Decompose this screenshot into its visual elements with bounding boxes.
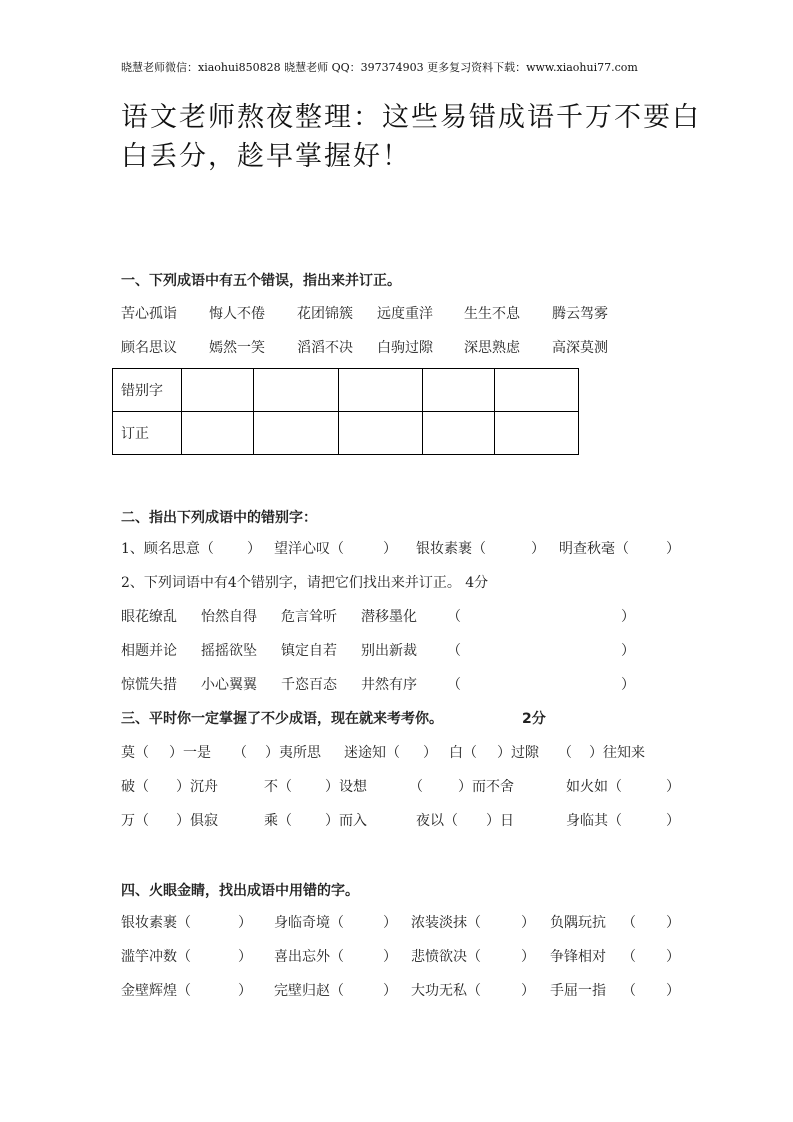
fill-text: ）俱寂 — [176, 813, 218, 829]
idiom: 悔人不倦 — [209, 306, 265, 322]
idiom: 潜移墨化 — [361, 609, 417, 625]
idiom: 井然有序 — [361, 677, 417, 693]
idiom-blank-open: 1、顾名思意（ — [121, 541, 214, 557]
idiom: 相题并论 — [121, 643, 177, 659]
blank-open: （ — [447, 677, 461, 693]
answer-cell[interactable] — [339, 369, 423, 412]
answer-cell[interactable] — [254, 369, 339, 412]
blank-open: （ — [622, 915, 636, 931]
fill-text: ）过隙 — [497, 745, 539, 761]
fill-text: 莫（ — [121, 745, 149, 761]
idiom: 远度重洋 — [377, 306, 433, 322]
page-title — [121, 98, 701, 176]
table-label-wrong: 错别字 — [113, 369, 182, 412]
idiom-blank-open: 浓装淡抹（ — [411, 915, 481, 931]
answer-cell[interactable] — [339, 412, 423, 455]
fill-text: （ — [409, 779, 423, 795]
title-line-2: 白丢分，趁早掌握好！ — [121, 141, 411, 172]
blank-close: ） — [666, 915, 680, 931]
idiom-blank-open: 大功无私（ — [411, 983, 481, 999]
answer-cell[interactable] — [423, 412, 495, 455]
idiom-blank-open: 喜出忘外（ — [274, 949, 344, 965]
idiom: 花团锦簇 — [297, 306, 353, 322]
answer-cell[interactable] — [495, 412, 579, 455]
idiom-blank-open: 滥竽冲数（ — [121, 949, 191, 965]
table-row — [113, 412, 579, 455]
blank-close: ） — [383, 983, 397, 999]
question-text: 2、下列词语中有4个错别字，请把它们找出来并订正。 4分 — [121, 575, 489, 591]
blank-close: ） — [666, 949, 680, 965]
blank-close: ） — [621, 643, 635, 659]
fill-text: ） — [666, 813, 680, 829]
blank-close: ） — [238, 949, 252, 965]
idiom: 深思熟虑 — [464, 340, 520, 356]
idiom: 怡然自得 — [201, 609, 257, 625]
section3-heading: 三、平时你一定掌握了不少成语，现在就来考考你。 — [121, 711, 443, 727]
idiom: 白驹过隙 — [377, 340, 433, 356]
idiom: 眼花缭乱 — [121, 609, 177, 625]
idiom-blank-open: 明查秋毫（ — [559, 541, 629, 557]
blank-close: ） — [383, 949, 397, 965]
section2-heading: 二、指出下列成语中的错别字： — [121, 510, 317, 526]
fill-text: 夜以（ — [416, 813, 458, 829]
idiom: 苦心孤诣 — [121, 306, 177, 322]
idiom: 争锋相对 — [550, 949, 606, 965]
table-row — [113, 369, 579, 412]
fill-text: 乘（ — [264, 813, 292, 829]
blank-close: ） — [666, 541, 680, 557]
fill-text: 身临其（ — [566, 813, 622, 829]
blank-close: ） — [666, 983, 680, 999]
answer-cell[interactable] — [254, 412, 339, 455]
idiom-blank-open: 望洋心叹（ — [274, 541, 344, 557]
idiom-blank-open: 悲愤欲决（ — [411, 949, 481, 965]
idiom: 负隅玩抗 — [550, 915, 606, 931]
fill-text: 破（ — [121, 779, 149, 795]
blank-close: ） — [531, 541, 545, 557]
idiom: 千恣百态 — [281, 677, 337, 693]
fill-text: ）设想 — [325, 779, 367, 795]
blank-open: （ — [622, 983, 636, 999]
idiom: 别出新裁 — [361, 643, 417, 659]
section4-heading: 四、火眼金睛，找出成语中用错的字。 — [121, 883, 359, 899]
idiom-blank-open: 身临奇境（ — [274, 915, 344, 931]
blank-open: （ — [622, 949, 636, 965]
answer-cell[interactable] — [495, 369, 579, 412]
idiom: 顾名思议 — [121, 340, 177, 356]
blank-close: ） — [238, 983, 252, 999]
fill-text: ）往知来 — [589, 745, 645, 761]
idiom: 嫣然一笑 — [209, 340, 265, 356]
idiom: 生生不息 — [464, 306, 520, 322]
fill-text: 不（ — [264, 779, 292, 795]
idiom-blank-open: 金壁辉煌（ — [121, 983, 191, 999]
fill-text: ） — [423, 745, 437, 761]
idiom: 摇摇欲坠 — [201, 643, 257, 659]
fill-text: 迷途知（ — [344, 745, 400, 761]
section1-heading: 一、下列成语中有五个错误，指出来并订正。 — [121, 273, 401, 289]
idiom: 危言耸听 — [281, 609, 337, 625]
fill-text: ）而入 — [325, 813, 367, 829]
blank-close: ） — [521, 915, 535, 931]
fill-text: ） — [666, 779, 680, 795]
blank-close: ） — [247, 541, 261, 557]
answer-cell[interactable] — [423, 369, 495, 412]
fill-text: 白（ — [449, 745, 477, 761]
answer-cell[interactable] — [182, 412, 254, 455]
idiom-blank-open: 银妆素裹（ — [416, 541, 486, 557]
title-line-1: 语文老师熬夜整理：这些易错成语千万不要白 — [121, 102, 701, 133]
fill-text: ）夷所思 — [265, 745, 321, 761]
blank-open: （ — [447, 609, 461, 625]
idiom: 手屈一指 — [550, 983, 606, 999]
contact-header: 晓慧老师微信：xiaohui850828 晓慧老师 QQ：397374903 更多复习资料下载：www.xiaohui77.com — [121, 61, 638, 74]
blank-close: ） — [521, 949, 535, 965]
fill-text: ）一是 — [169, 745, 211, 761]
table-label-correction: 订正 — [113, 412, 182, 455]
idiom: 高深莫测 — [552, 340, 608, 356]
fill-text: ）沉舟 — [176, 779, 218, 795]
idiom: 滔滔不决 — [297, 340, 353, 356]
fill-text: ）日 — [486, 813, 514, 829]
idiom-blank-open: 完壁归赵（ — [274, 983, 344, 999]
fill-text: 如火如（ — [566, 779, 622, 795]
blank-close: ） — [383, 915, 397, 931]
fill-text: ）而不舍 — [458, 779, 514, 795]
fill-text: 万（ — [121, 813, 149, 829]
idiom: 小心翼翼 — [201, 677, 257, 693]
fill-text: （ — [558, 745, 572, 761]
blank-close: ） — [238, 915, 252, 931]
blank-close: ） — [383, 541, 397, 557]
correction-table — [112, 368, 579, 455]
idiom: 腾云驾雾 — [552, 306, 608, 322]
blank-close: ） — [621, 677, 635, 693]
idiom: 惊慌失措 — [121, 677, 177, 693]
blank-close: ） — [521, 983, 535, 999]
answer-cell[interactable] — [182, 369, 254, 412]
blank-open: （ — [447, 643, 461, 659]
fill-text: （ — [233, 745, 247, 761]
idiom: 镇定自若 — [281, 643, 337, 659]
section3-score: 2分 — [522, 711, 546, 727]
blank-close: ） — [621, 609, 635, 625]
idiom-blank-open: 银妆素裹（ — [121, 915, 191, 931]
